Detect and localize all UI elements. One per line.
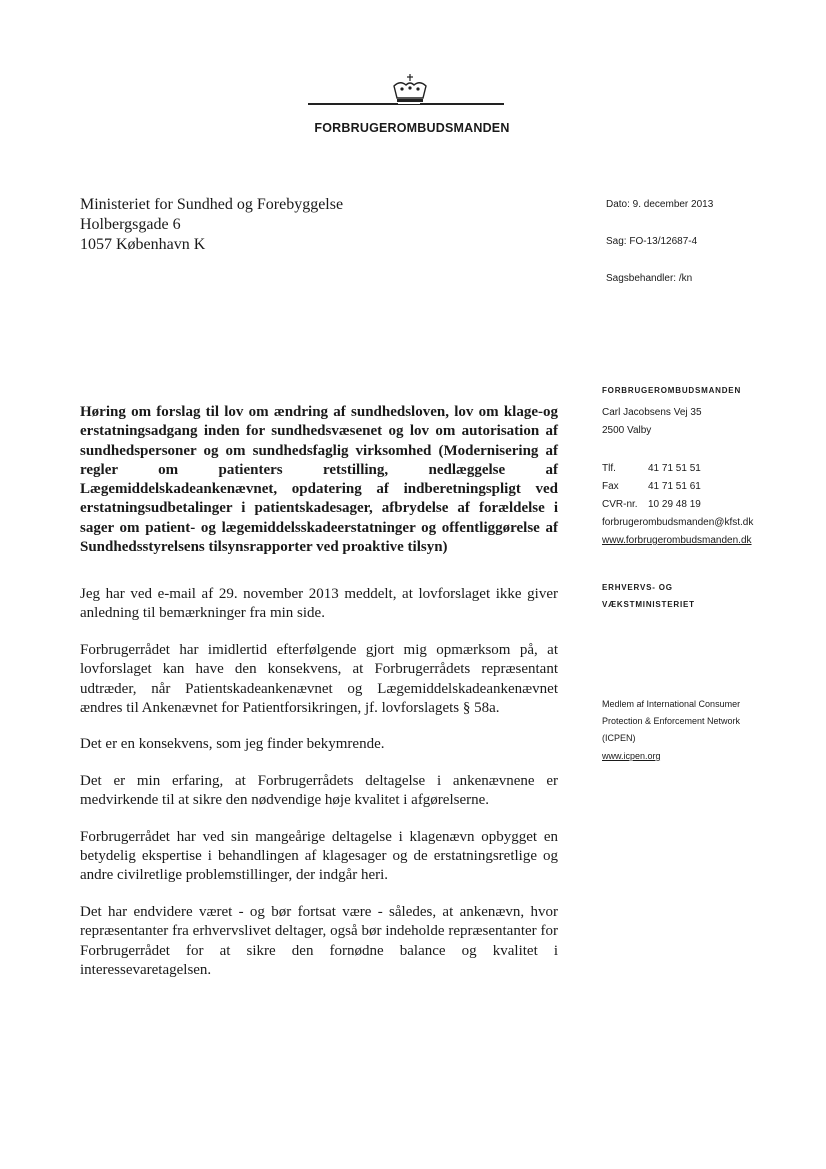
header-rule-left xyxy=(308,103,398,105)
header-rule-right xyxy=(420,103,504,105)
sidebar-address xyxy=(602,404,702,440)
letter-body xyxy=(80,585,558,998)
recipient-address xyxy=(80,195,343,255)
recipient-line: Ministeriet for Sundhed og Forebyggelse xyxy=(80,196,344,213)
case-handler: Sagsbehandler: /kn xyxy=(606,273,693,284)
ministry-line: VÆKSTMINISTERIET xyxy=(602,600,695,609)
sidebar-icpen-link[interactable]: www.icpen.org xyxy=(602,751,661,761)
body-paragraph: Forbrugerrådet har imidlertid efterfølgende gjort mig opmærksom på, at lovforslaget kan have den konsekvens, at Forbrugerrådets repræsentant udtræder, når Patientskadeankenævnet og Lægemiddelskadeankenævnet ændres til Ankenævnet for Patientforsikringen, jf. lovforslagets § 58a. xyxy=(80,641,558,717)
address-line: 2500 Valby xyxy=(602,425,652,436)
contact-row-cvr xyxy=(602,496,701,514)
sidebar-membership xyxy=(602,696,740,747)
body-paragraph: Forbrugerrådet har ved sin mangeårige deltagelse i klagenævn opbygget en betydelig ekspertise i behandlingen af klagesager og de erstatningsretlige og andre civilretlige problemstillinger, der indgår heri. xyxy=(80,828,558,884)
recipient-line: Holbergsgade 6 xyxy=(80,216,181,233)
contact-value: 41 71 51 51 xyxy=(648,463,701,474)
header-rule-middle xyxy=(396,104,422,105)
body-paragraph: Det er en konsekvens, som jeg finder bekymrende. xyxy=(80,736,385,753)
membership-line: (ICPEN) xyxy=(602,733,636,743)
contact-label: Fax xyxy=(602,481,619,492)
contact-row-phone xyxy=(602,460,701,478)
letter-date: Dato: 9. december 2013 xyxy=(606,199,714,210)
recipient-line: 1057 København K xyxy=(80,236,206,253)
membership-line: Medlem af International Consumer xyxy=(602,699,741,709)
contact-value: 10 29 48 19 xyxy=(648,499,701,510)
address-line: Carl Jacobsens Vej 35 xyxy=(602,407,702,418)
contact-label: CVR-nr. xyxy=(602,499,638,510)
org-logo-text: FORBRUGEROMBUDSMANDEN xyxy=(314,121,510,135)
sidebar-email-link[interactable]: forbrugerombudsmanden@kfst.dk xyxy=(602,517,754,528)
case-number: Sag: FO-13/12687-4 xyxy=(606,236,698,247)
ministry-line: ERHVERVS- OG xyxy=(602,583,673,592)
contact-value: 41 71 51 61 xyxy=(648,481,701,492)
sidebar-contacts xyxy=(602,460,701,514)
sidebar-ministry xyxy=(602,579,695,613)
membership-line: Protection & Enforcement Network xyxy=(602,716,741,726)
contact-row-fax xyxy=(602,478,701,496)
body-paragraph: Det har endvidere været - og bør fortsat være - således, at ankenævn, hvor repræsentanter fra erhvervslivet deltager, også bør indeholde repræsentanter for Forbrugerrådet for at sikre den fornødne balance og kvalitet i interessevaretagelsen. xyxy=(80,903,558,979)
body-paragraph: Det er min erfaring, at Forbrugerrådets deltagelse i ankenævnene er medvirkende til at sikre den nødvendige høje kvalitet i afgørelserne. xyxy=(80,772,558,809)
contact-label: Tlf. xyxy=(602,463,616,474)
sidebar-org-name: FORBRUGEROMBUDSMANDEN xyxy=(602,386,742,395)
body-paragraph: Jeg har ved e-mail af 29. november 2013 meddelt, at lovforslaget ikke giver anledning til bemærkninger fra min side. xyxy=(80,586,558,622)
letter-subject: Høring om forslag til lov om ændring af sundhedsloven, lov om klage-og erstatningsadgang inden for sundhedsvæsenet og lov om autorisation af sundhedspersoner og om sundhedsfaglig virksomhed (Modernisering af regler om patienters retstilling, nedlæggelse af Lægemiddelskadeankenævnet, opdatering af indberetningspligt ved erstatningsudbetalinger i patientskadesager, afbrydelse af forældelse i sager om patient- og lægemiddelsskadeerstatninger og offentliggørelse af Sundhedsstyrelsens tilsynsrapporter ved proaktive tilsyn) xyxy=(80,404,558,556)
sidebar-website-link[interactable]: www.forbrugerombudsmanden.dk xyxy=(602,535,752,546)
